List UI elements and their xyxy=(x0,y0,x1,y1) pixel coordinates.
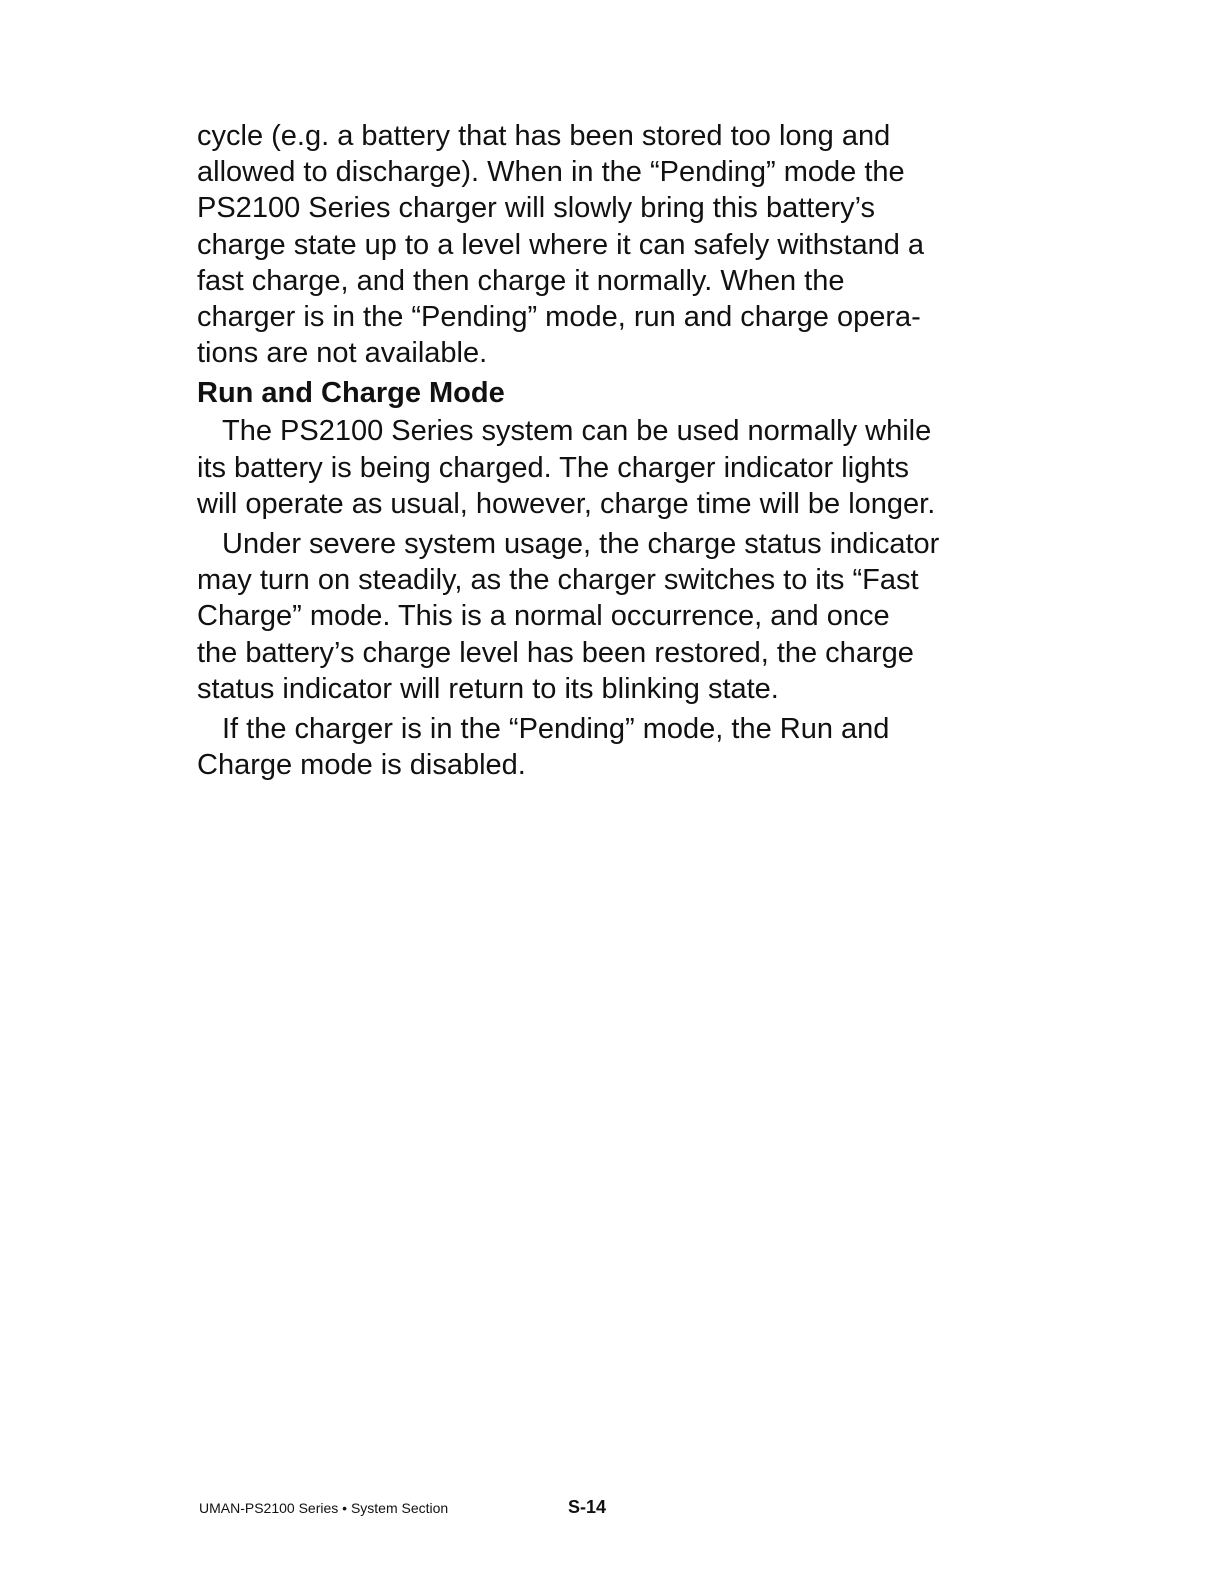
text-line: Charge” mode. This is a normal occurrence, and once xyxy=(197,600,890,633)
text-line: its battery is being charged. The charger indicator lights xyxy=(197,451,909,484)
text-line: fast charge, and then charge it normally. When the xyxy=(197,264,845,297)
text-line: allowed to discharge). When in the “Pending” mode the xyxy=(197,156,905,189)
paragraph-run-charge-usage xyxy=(197,413,977,522)
footer-document-label: UMAN-PS2100 Series • System Section xyxy=(199,1500,449,1516)
text-line: tions are not available. xyxy=(197,337,488,370)
text-line: charge state up to a level where it can safely withstand a xyxy=(197,228,925,261)
text-line: the battery’s charge level has been restored, the charge xyxy=(197,636,914,669)
page-body xyxy=(197,118,977,787)
intro-paragraph xyxy=(197,118,977,371)
footer-page-number: S-14 xyxy=(568,1497,607,1517)
section-heading: Run and Charge Mode xyxy=(197,377,505,410)
paragraph-severe-usage xyxy=(197,526,977,707)
text-line: If the charger is in the “Pending” mode, the Run and xyxy=(222,713,890,746)
text-line: PS2100 Series charger will slowly bring this battery’s xyxy=(197,192,876,225)
text-line: Charge mode is disabled. xyxy=(197,749,526,782)
text-line: may turn on steadily, as the charger switches to its “Fast xyxy=(197,564,919,597)
text-line: The PS2100 Series system can be used normally while xyxy=(222,415,932,448)
paragraph-pending-disabled xyxy=(197,711,977,783)
text-line: Under severe system usage, the charge status indicator xyxy=(222,528,940,561)
text-line: status indicator will return to its blinking state. xyxy=(197,672,779,705)
text-line: will operate as usual, however, charge time will be longer. xyxy=(197,487,936,520)
text-line: cycle (e.g. a battery that has been stored too long and xyxy=(197,120,891,152)
text-line: charger is in the “Pending” mode, run and charge opera- xyxy=(197,301,921,334)
